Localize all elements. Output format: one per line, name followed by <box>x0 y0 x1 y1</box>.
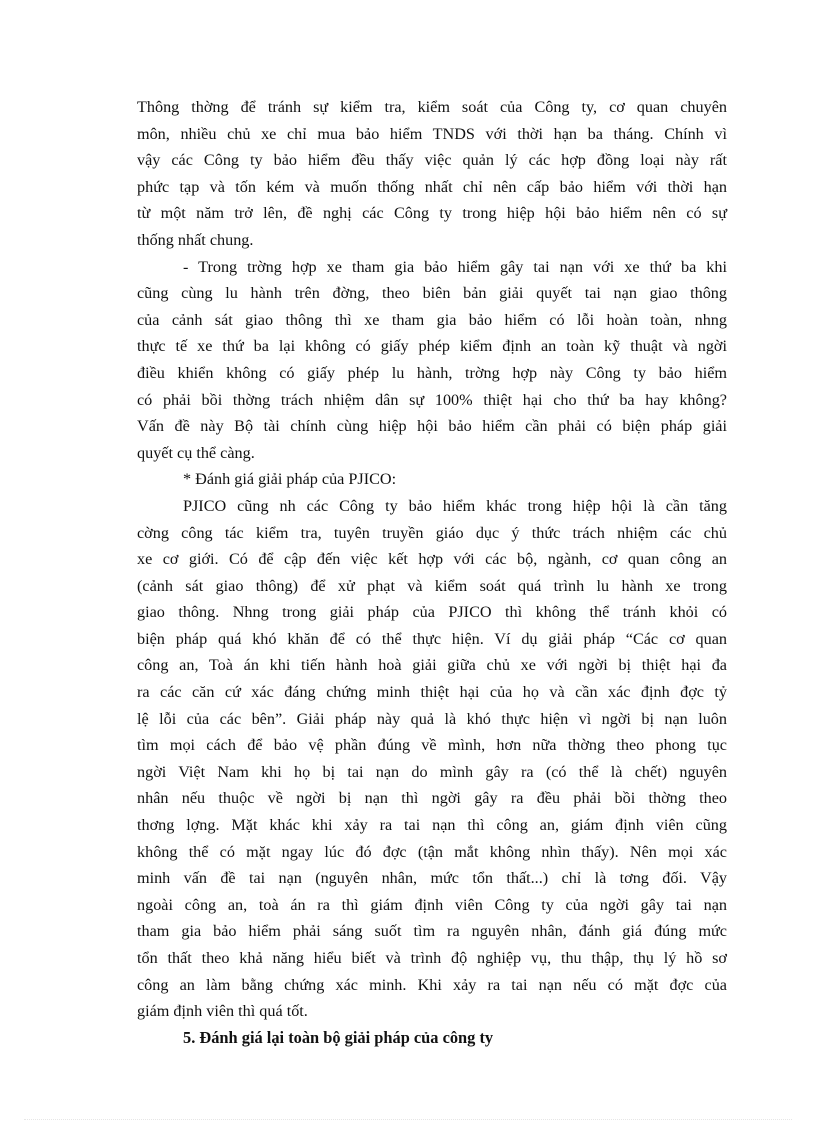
text-line: giao thông. Nhng trong giải pháp của PJICO thì không thể tránh khỏi có <box>137 603 727 622</box>
text-line: Vấn đề này Bộ tài chính cùng hiệp hội bảo hiểm cần phải có biện pháp giải <box>137 417 727 436</box>
text-line: tham gia bảo hiểm phải sáng suốt tìm ra nguyên nhân, đánh giá đúng mức <box>137 922 727 941</box>
text-line: PJICO cũng nh các Công ty bảo hiểm khác trong hiệp hội là cần tăng <box>183 496 727 515</box>
text-line: thơng lợng. Mặt khác khi xảy ra tai nạn thì công an, giám định viên cũng <box>137 816 727 835</box>
text-line: - Trong trờng hợp xe tham gia bảo hiểm gây tai nạn với xe thứ ba khi <box>183 257 727 276</box>
text-line: ngời Việt Nam khi họ bị tai nạn do mình gây ra (có thể là chết) nguyên <box>137 762 727 781</box>
text-line: tổn thất theo khả năng hiểu biết và trình độ nghiệp vụ, thu thập, thụ lý hồ sơ <box>137 949 727 967</box>
paragraph <box>137 466 727 493</box>
text-line: công an làm bằng chứng xác minh. Khi xảy ra tai nạn nếu có mặt đợc của <box>137 975 727 994</box>
section-heading: 5. Đánh giá lại toàn bộ giải pháp của công ty <box>183 1027 494 1047</box>
text-line: * Đánh giá giải pháp của PJICO: <box>183 470 397 489</box>
text-line: môn, nhiều chủ xe chỉ mua bảo hiểm TNDS với thời hạn ba tháng. Chính vì <box>137 124 727 143</box>
text-line: minh vấn đề tai nạn (nguyên nhân, mức tổn thất...) chỉ là tơng đối. Vậy <box>137 869 727 888</box>
text-line: (cảnh sát giao thông) để xử phạt và kiểm soát quá trình lu hành xe trong <box>137 576 727 595</box>
paragraph <box>137 254 727 467</box>
text-line: ngoài công an, toà án ra thì giám định viên Công ty của ngời gây tai nạn <box>137 895 727 914</box>
text-line: không thể có mặt ngay lúc đó đợc (tận mắt không nhìn thấy). Nên mọi xác <box>137 842 727 861</box>
text-line: điều khiển không có giấy phép lu hành, trờng hợp này Công ty bảo hiểm <box>137 363 727 382</box>
text-line: tìm mọi cách để bảo vệ phần đúng về mình, hơn nữa thờng theo phong tục <box>137 736 727 755</box>
text-line: từ một năm trở lên, đề nghị các Công ty trong hiệp hội bảo hiểm nên có sự <box>137 204 727 223</box>
text-line: có phải bồi thờng trách nhiệm dân sự 100% thiệt hại cho thứ ba hay không? <box>137 390 727 409</box>
text-line: phức tạp và tốn kém và muốn thống nhất chỉ nên cấp bảo hiểm với thời hạn <box>137 177 727 196</box>
text-line: giám định viên thì quá tốt. <box>137 1002 308 1021</box>
text-line: biện pháp quá khó khăn để có thể thực hiện. Ví dụ giải pháp “Các cơ quan <box>137 629 727 648</box>
document-body <box>137 94 727 1051</box>
text-line: xe cơ giới. Có để cập đến việc kết hợp với các bộ, ngành, cơ quan công an <box>137 550 727 569</box>
text-line: cờng công tác kiểm tra, tuyên truyền giáo dục ý thức trách nhiệm các chủ <box>137 523 727 542</box>
page-bottom-divider <box>24 1119 792 1121</box>
text-line: ra các căn cứ xác đáng chứng minh thiệt hại của họ và cần xác định đợc tỷ <box>137 683 727 702</box>
text-line: công an, Toà án khi tiến hành hoà giải giữa chủ xe với ngời bị thiệt hại đa <box>137 656 727 675</box>
text-line: thực tế xe thứ ba lại không có giấy phép kiểm định an toàn kỹ thuật và ngời <box>137 337 727 356</box>
text-line: quyết cụ thể càng. <box>137 443 255 462</box>
text-line: cũng cùng lu hành trên đờng, theo biên bản giải quyết tai nạn giao thông <box>137 284 727 303</box>
text-line: Thông thờng để tránh sự kiểm tra, kiểm soát của Công ty, cơ quan chuyên <box>137 98 727 116</box>
text-line: thống nhất chung. <box>137 230 254 249</box>
text-line: nhân nếu thuộc về ngời bị nạn thì ngời gây ra đều phải bồi thờng theo <box>137 789 727 808</box>
paragraph <box>137 493 727 1025</box>
paragraph <box>137 94 727 254</box>
text-line: lệ lỗi của các bên”. Giải pháp này quả là khó thực hiện vì ngời bị nạn luôn <box>137 709 727 728</box>
text-line: vậy các Công ty bảo hiểm đều thấy việc quản lý các hợp đồng loại này rất <box>137 151 727 170</box>
text-line: của cảnh sát giao thông thì xe tham gia bảo hiểm có lỗi hoàn toàn, nhng <box>137 310 727 329</box>
